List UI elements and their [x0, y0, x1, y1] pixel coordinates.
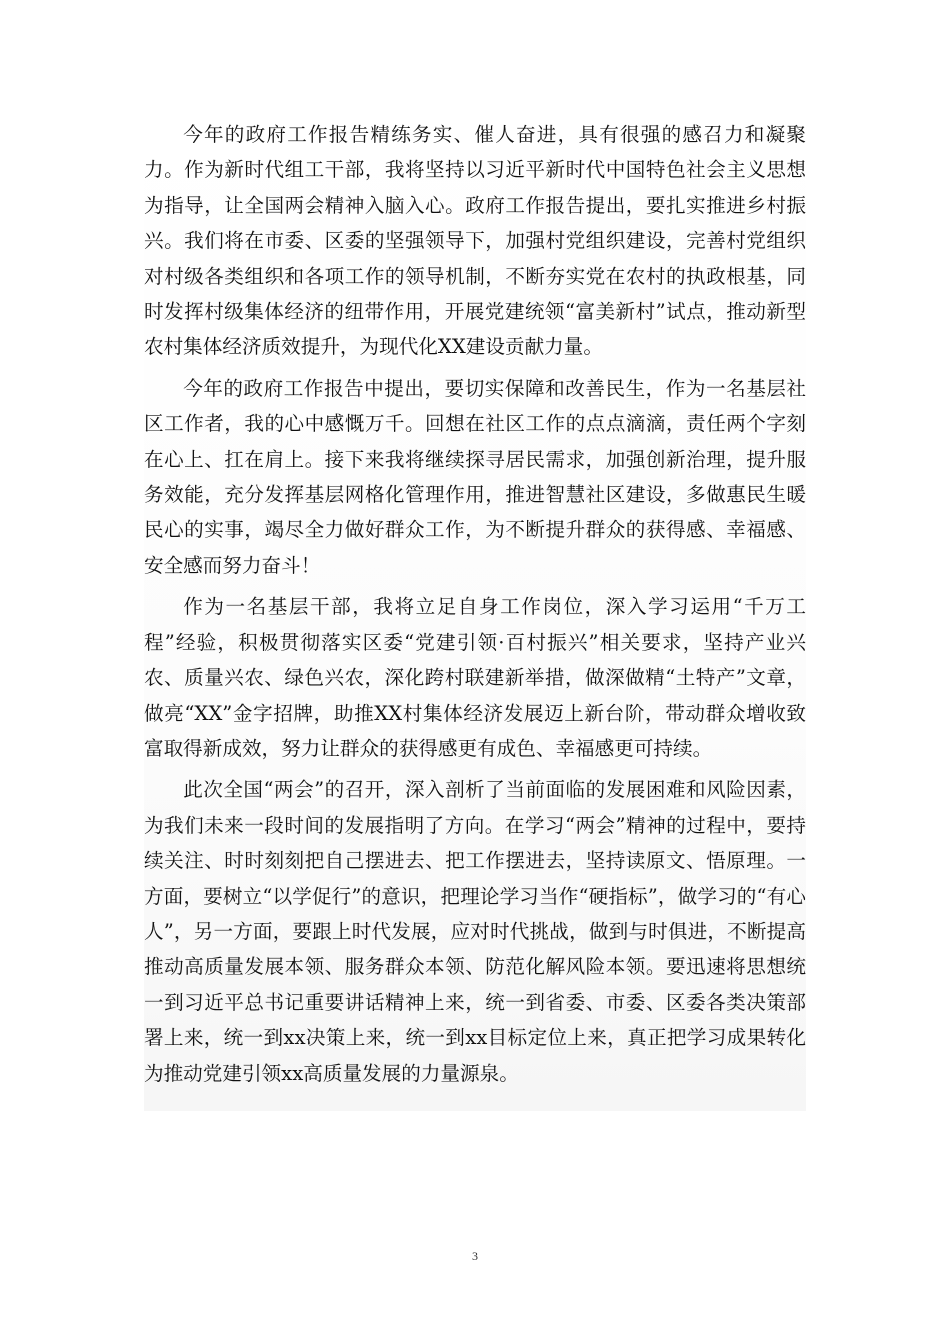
- page-number: 3: [472, 1249, 478, 1263]
- paragraph-two-sessions: 此次全国“两会”的召开，深入剖析了当前面临的发展困难和风险因素，为我们未来一段时间的发展指明了方向。在学习“两会”精神的过程中，要持续关注、时时刻刻把自己摆进去、把工作摆进去，坚持读原文、悟原理。一方面，要树立“以学促行”的意识，把理论学习当作“硬指标”，做学习的“有心人”，另一方面，要跟上时代发展，应对时代挑战，做到与时俱进，不断提高推动高质量发展本领、服务群众本领、防范化解风险本领。要迅速将思想统一到习近平总书记重要讲话精神上来，统一到省委、市委、区委各类决策部署上来，统一到xx决策上来，统一到xx目标定位上来，真正把学习成果转化为推动党建引领xx高质量发展的力量源泉。: [144, 778, 806, 1085]
- body-text: [144, 117, 806, 1111]
- paragraph-community-work: 今年的政府工作报告中提出，要切实保障和改善民生，作为一名基层社区工作者，我的心中感慨万千。回想在社区工作的点点滴滴，责任两个字刻在心上、扛在肩上。接下来我将继续探寻居民需求，加强创新治理，提升服务效能，充分发挥基层网格化管理作用，推进智慧社区建设，多做惠民生暖民心的实事，竭尽全力做好群众工作，为不断提升群众的获得感、幸福感、安全感而努力奋斗！: [144, 376, 806, 577]
- paragraph-rural-revitalization: 今年的政府工作报告精练务实、催人奋进，具有很强的感召力和凝聚力。作为新时代组工干部，我将坚持以习近平新时代中国特色社会主义思想为指导，让全国两会精神入脑入心。政府工作报告提出，要扎实推进乡村振兴。我们将在市委、区委的坚强领导下，加强村党组织建设，完善村党组织对村级各类组织和各项工作的领导机制，不断夯实党在农村的执政根基，同时发挥村级集体经济的纽带作用，开展党建统领“富美新村”试点，推动新型农村集体经济质效提升，为现代化XX建设贡献力量。: [144, 123, 806, 359]
- paragraph-grassroots-cadre: 作为一名基层干部，我将立足自身工作岗位，深入学习运用“千万工程”经验，积极贯彻落实区委“党建引领·百村振兴”相关要求，坚持产业兴农、质量兴农、绿色兴农，深化跨村联建新举措，做深做精“土特产”文章，做亮“XX”金字招牌，助推XX村集体经济发展迈上新台阶，带动群众增收致富取得新成效，努力让群众的获得感更有成色、幸福感更可持续。: [144, 595, 806, 760]
